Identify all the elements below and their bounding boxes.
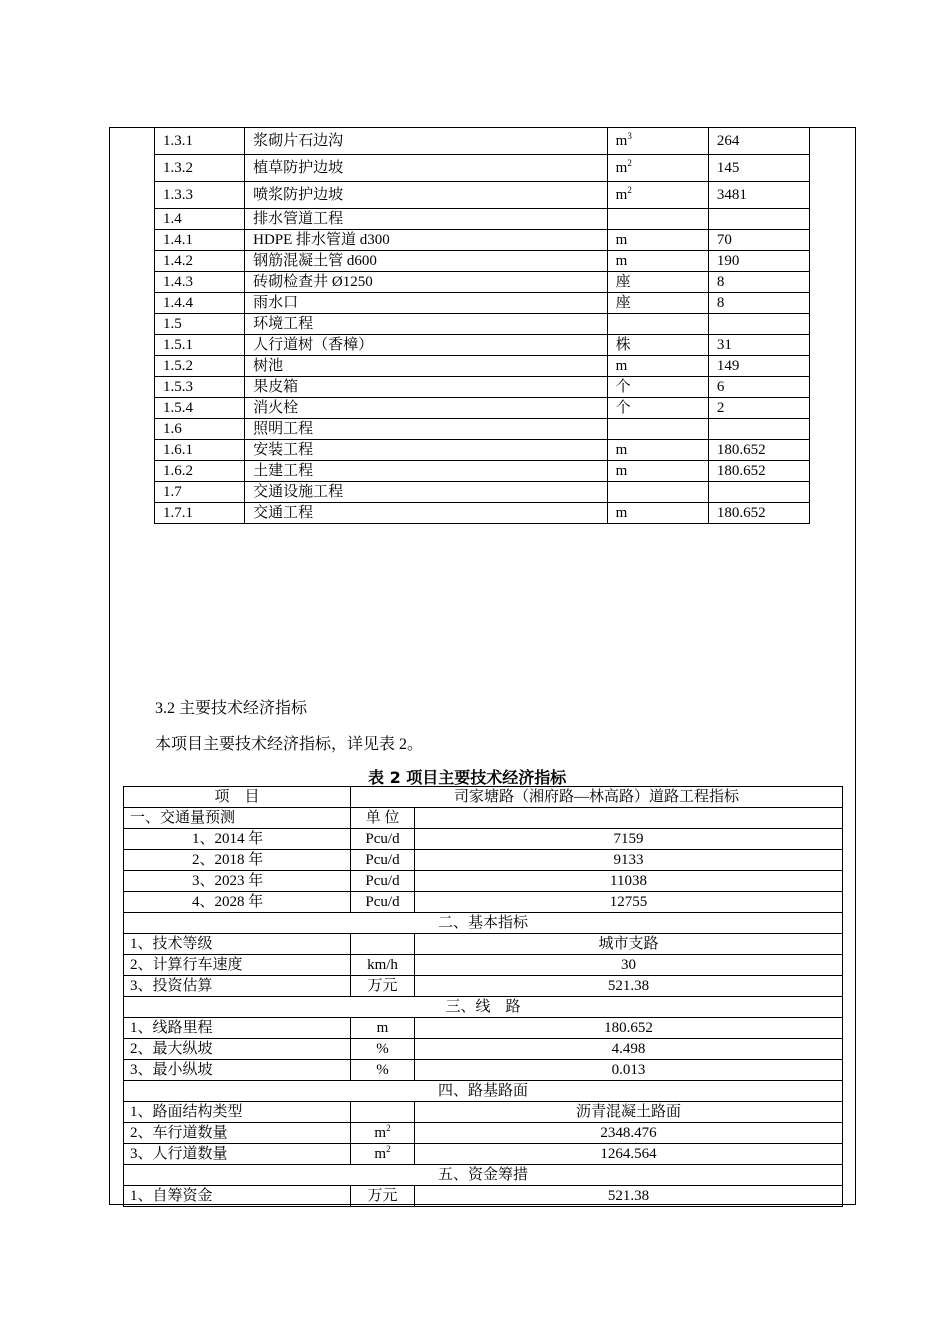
unit-text: m	[615, 462, 628, 479]
section-row	[124, 913, 843, 934]
table-row	[155, 182, 810, 209]
table-row	[124, 1018, 843, 1039]
item-quantity: 180.652	[708, 503, 809, 524]
item-quantity: 31	[708, 335, 809, 356]
item-code: 1.5.3	[155, 377, 245, 398]
table-row	[155, 209, 810, 230]
table-row	[124, 1102, 843, 1123]
item-unit	[607, 128, 708, 155]
table-row	[124, 850, 843, 871]
row-label: 1、线路里程	[124, 1018, 351, 1039]
indicator-table	[123, 786, 843, 1207]
table-row	[124, 976, 843, 997]
unit-text: m	[615, 357, 628, 374]
item-unit	[607, 482, 708, 503]
row-unit: Pcu/d	[351, 829, 415, 850]
table-row	[124, 934, 843, 955]
item-name: 果皮箱	[245, 377, 608, 398]
unit-sup: 3	[627, 130, 632, 141]
section-title: 五、资金筹措	[124, 1165, 843, 1186]
item-quantity: 2	[708, 398, 809, 419]
row-value: 城市支路	[415, 934, 843, 955]
row-unit: m	[351, 1018, 415, 1039]
item-code: 1.3.1	[155, 128, 245, 155]
traffic-header-row	[124, 808, 843, 829]
row-value: 521.38	[415, 1186, 843, 1207]
item-unit	[607, 398, 708, 419]
row-value: 11038	[415, 871, 843, 892]
row-value: 9133	[415, 850, 843, 871]
item-code: 1.6.1	[155, 440, 245, 461]
row-value: 2348.476	[415, 1123, 843, 1144]
item-name: 交通工程	[245, 503, 608, 524]
row-unit	[351, 1123, 415, 1144]
table-row	[124, 1186, 843, 1207]
row-unit: 万元	[351, 976, 415, 997]
table-row	[124, 871, 843, 892]
item-code: 1.5.1	[155, 335, 245, 356]
row-value: 30	[415, 955, 843, 976]
row-label: 1、2014 年	[124, 829, 351, 850]
unit-text: 座	[615, 273, 631, 290]
row-label: 4、2028 年	[124, 892, 351, 913]
table-header-row	[124, 787, 843, 808]
item-name: 照明工程	[245, 419, 608, 440]
item-quantity: 70	[708, 230, 809, 251]
item-quantity	[708, 314, 809, 335]
row-value: 4.498	[415, 1039, 843, 1060]
row-label: 3、投资估算	[124, 976, 351, 997]
unit-text: m	[615, 132, 628, 149]
item-code: 1.4	[155, 209, 245, 230]
section-heading: 3.2 主要技术经济指标	[155, 700, 308, 717]
row-unit	[351, 1144, 415, 1165]
unit-text: 座	[615, 294, 631, 311]
section-row	[124, 997, 843, 1018]
item-unit	[607, 272, 708, 293]
unit-text: m	[615, 441, 628, 458]
table-row	[155, 377, 810, 398]
item-name: HDPE 排水管道 d300	[245, 230, 608, 251]
table-row	[155, 356, 810, 377]
table-row	[155, 272, 810, 293]
item-quantity: 264	[708, 128, 809, 155]
row-label: 3、2023 年	[124, 871, 351, 892]
table-row	[155, 251, 810, 272]
item-quantity: 180.652	[708, 440, 809, 461]
item-name: 消火栓	[245, 398, 608, 419]
item-unit	[607, 461, 708, 482]
unit-sup: 2	[386, 1143, 391, 1154]
row-unit: Pcu/d	[351, 871, 415, 892]
item-quantity: 149	[708, 356, 809, 377]
row-unit: %	[351, 1039, 415, 1060]
row-unit: Pcu/d	[351, 850, 415, 871]
item-quantity: 145	[708, 155, 809, 182]
item-unit	[607, 314, 708, 335]
table-row	[155, 419, 810, 440]
row-label: 1、技术等级	[124, 934, 351, 955]
item-name: 树池	[245, 356, 608, 377]
item-name: 安装工程	[245, 440, 608, 461]
table-row	[124, 892, 843, 913]
item-code: 1.3.2	[155, 155, 245, 182]
table-row	[155, 335, 810, 356]
traffic-label: 一、交通量预测	[124, 808, 351, 829]
item-code: 1.4.2	[155, 251, 245, 272]
table-row	[155, 230, 810, 251]
item-code: 1.5.4	[155, 398, 245, 419]
row-unit	[351, 1102, 415, 1123]
row-label: 3、最小纵坡	[124, 1060, 351, 1081]
item-name: 雨水口	[245, 293, 608, 314]
section-row	[124, 1165, 843, 1186]
item-name: 喷浆防护边坡	[245, 182, 608, 209]
item-name: 交通设施工程	[245, 482, 608, 503]
unit-text: m	[615, 186, 628, 203]
unit-text: m	[374, 1145, 387, 1162]
table-row	[155, 155, 810, 182]
row-unit: km/h	[351, 955, 415, 976]
empty-cell	[415, 808, 843, 829]
table-row	[155, 461, 810, 482]
item-quantity: 190	[708, 251, 809, 272]
table-caption: 表 2 项目主要技术经济指标	[368, 768, 567, 787]
quantity-table	[154, 127, 810, 524]
row-value: 沥青混凝土路面	[415, 1102, 843, 1123]
row-label: 2、车行道数量	[124, 1123, 351, 1144]
table-row	[155, 398, 810, 419]
item-unit	[607, 155, 708, 182]
table-row	[124, 1060, 843, 1081]
unit-text: 个	[615, 399, 631, 416]
item-unit	[607, 251, 708, 272]
unit-text: m	[615, 159, 628, 176]
unit-sup: 2	[627, 157, 632, 168]
unit-sup: 2	[627, 184, 632, 195]
item-unit	[607, 440, 708, 461]
unit-text: 个	[615, 378, 631, 395]
section-title: 二、基本指标	[124, 913, 843, 934]
item-code: 1.4.3	[155, 272, 245, 293]
item-quantity: 8	[708, 272, 809, 293]
row-unit: %	[351, 1060, 415, 1081]
row-unit	[351, 934, 415, 955]
item-name: 环境工程	[245, 314, 608, 335]
item-unit	[607, 335, 708, 356]
row-label: 2、计算行车速度	[124, 955, 351, 976]
item-code: 1.3.3	[155, 182, 245, 209]
item-unit	[607, 503, 708, 524]
unit-text: m	[615, 504, 628, 521]
item-unit	[607, 230, 708, 251]
item-code: 1.6	[155, 419, 245, 440]
item-quantity: 6	[708, 377, 809, 398]
item-unit	[607, 419, 708, 440]
item-name: 排水管道工程	[245, 209, 608, 230]
unit-text: m	[615, 231, 628, 248]
row-value: 7159	[415, 829, 843, 850]
item-quantity: 3481	[708, 182, 809, 209]
item-unit	[607, 293, 708, 314]
table-row	[124, 829, 843, 850]
row-label: 2、2018 年	[124, 850, 351, 871]
table-row	[155, 482, 810, 503]
header-value: 司家塘路（湘府路—林高路）道路工程指标	[351, 787, 843, 808]
item-code: 1.4.4	[155, 293, 245, 314]
row-label: 1、自筹资金	[124, 1186, 351, 1207]
unit-text: m	[615, 252, 628, 269]
section-row	[124, 1081, 843, 1102]
unit-text: m	[374, 1124, 387, 1141]
item-name: 浆砌片石边沟	[245, 128, 608, 155]
item-quantity	[708, 419, 809, 440]
row-value: 0.013	[415, 1060, 843, 1081]
item-name: 砖砌检查井 Ø1250	[245, 272, 608, 293]
table-row	[155, 293, 810, 314]
table-row	[155, 314, 810, 335]
item-unit	[607, 356, 708, 377]
row-unit: 万元	[351, 1186, 415, 1207]
item-unit	[607, 209, 708, 230]
row-value: 12755	[415, 892, 843, 913]
item-code: 1.7	[155, 482, 245, 503]
row-label: 1、路面结构类型	[124, 1102, 351, 1123]
item-name: 钢筋混凝土管 d600	[245, 251, 608, 272]
table-row	[155, 128, 810, 155]
item-code: 1.7.1	[155, 503, 245, 524]
item-code: 1.5	[155, 314, 245, 335]
item-quantity	[708, 482, 809, 503]
table-row	[124, 955, 843, 976]
unit-text: 株	[615, 336, 631, 353]
item-unit	[607, 377, 708, 398]
section-paragraph: 本项目主要技术经济指标，详见表 2。	[155, 736, 424, 753]
section-title: 四、路基路面	[124, 1081, 843, 1102]
section-title: 三、线 路	[124, 997, 843, 1018]
item-quantity: 8	[708, 293, 809, 314]
item-name: 人行道树（香樟）	[245, 335, 608, 356]
item-name: 土建工程	[245, 461, 608, 482]
row-label: 3、人行道数量	[124, 1144, 351, 1165]
item-quantity	[708, 209, 809, 230]
item-code: 1.4.1	[155, 230, 245, 251]
row-unit: Pcu/d	[351, 892, 415, 913]
item-code: 1.5.2	[155, 356, 245, 377]
item-quantity: 180.652	[708, 461, 809, 482]
table-row	[124, 1039, 843, 1060]
table-row	[124, 1123, 843, 1144]
item-name: 植草防护边坡	[245, 155, 608, 182]
table-row	[155, 440, 810, 461]
table-row	[155, 503, 810, 524]
header-item: 项 目	[124, 787, 351, 808]
row-label: 2、最大纵坡	[124, 1039, 351, 1060]
table-row	[124, 1144, 843, 1165]
unit-sup: 2	[386, 1122, 391, 1133]
item-unit	[607, 182, 708, 209]
item-code: 1.6.2	[155, 461, 245, 482]
row-value: 1264.564	[415, 1144, 843, 1165]
row-value: 180.652	[415, 1018, 843, 1039]
row-value: 521.38	[415, 976, 843, 997]
unit-header: 单 位	[351, 808, 415, 829]
